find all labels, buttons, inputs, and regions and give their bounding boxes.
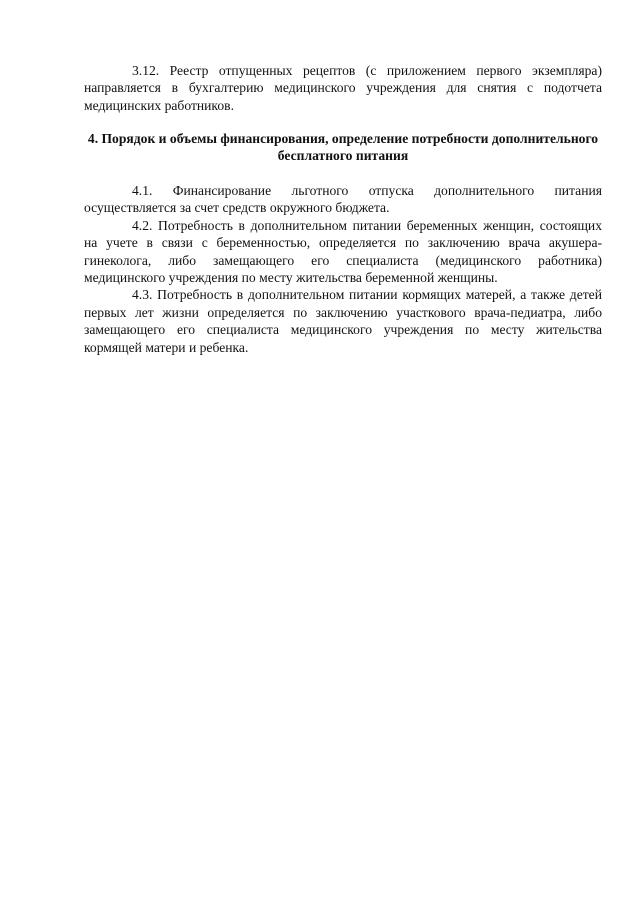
paragraph-4-1: 4.1. Финансирование льготного отпуска дополнительного питания осуществляется за счет средств окружного бюджета.: [84, 183, 602, 216]
paragraph-block-3-12: [84, 62, 602, 114]
paragraph-3-12: 3.12. Реестр отпущенных рецептов (с приложением первого экземпляра) направляется в бухгалтерию медицинского учреждения для снятия с подотчета медицинских работников.: [84, 63, 602, 113]
section-4-heading: 4. Порядок и объемы финансирования, определение потребности дополнительного бесплатного питания: [87, 131, 599, 164]
paragraph-4-2: 4.2. Потребность в дополнительном питании беременных женщин, состоящих на учете в связи с беременностью, определяется по заключению врача акушера-гинеколога, либо замещающего его специалиста (медицинского работника) медицинского учреждения по месту жительства беременной женщины.: [84, 217, 602, 286]
paragraph-4-3: 4.3. Потребность в дополнительном питании кормящих матерей, а также детей первых лет жизни определяется по заключению участкового врача-педиатра, либо замещающего его специалиста медицинского учреждения по месту жительства кормящей матери и ребенка.: [84, 287, 602, 355]
section-4-body: [84, 182, 602, 356]
